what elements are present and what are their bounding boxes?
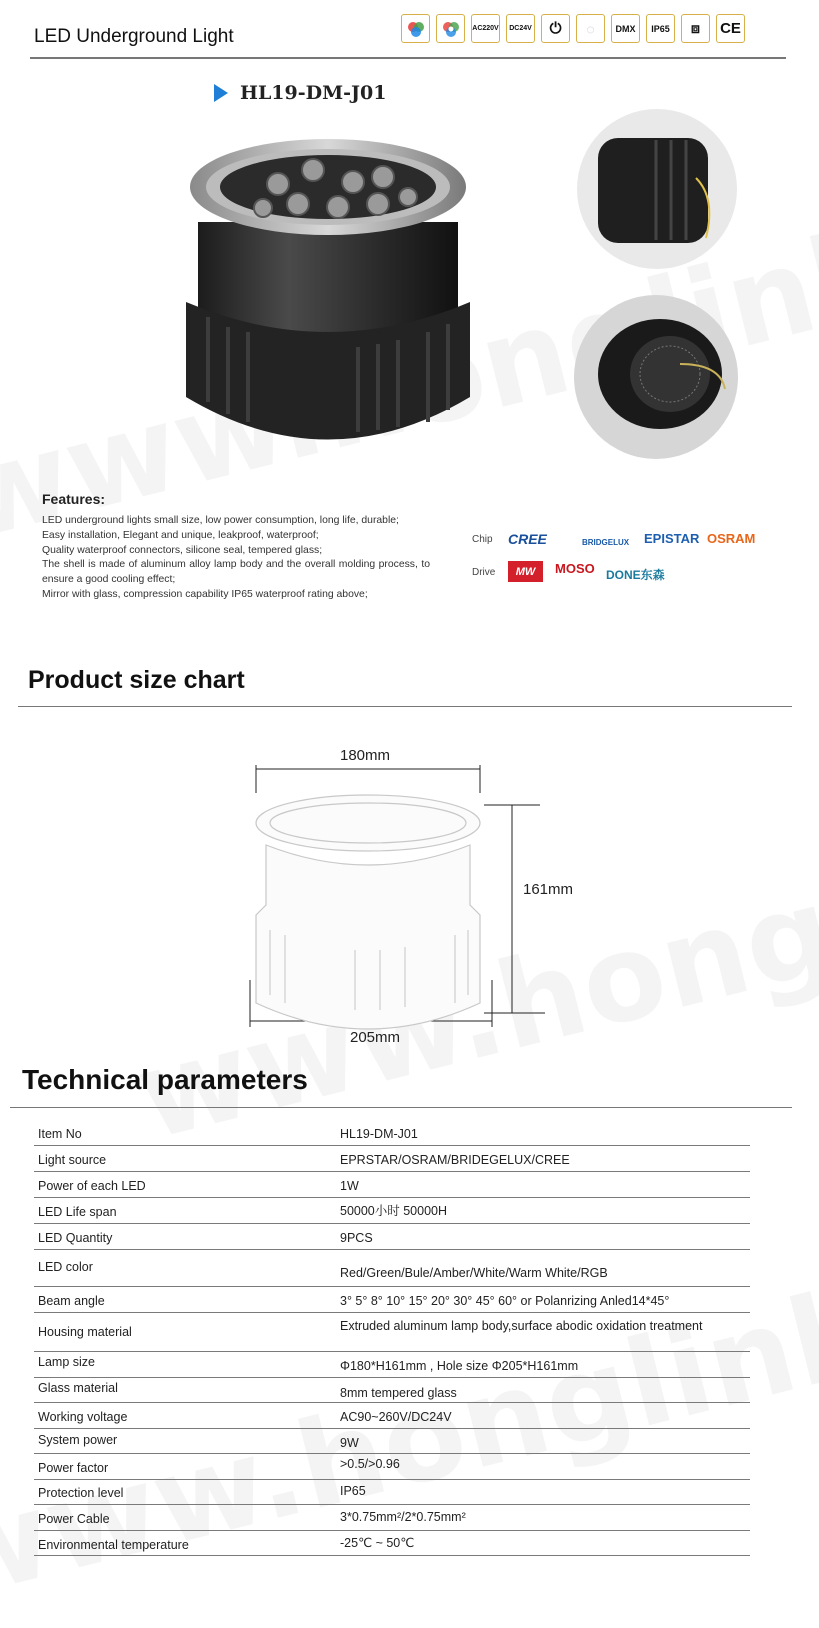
param-value: IP65 [340,1484,366,1498]
param-key: Housing material [38,1325,132,1339]
brand-cree: CREE [508,531,547,547]
param-key: Glass material [38,1381,118,1395]
size-diagram [240,755,560,1045]
dim-bottom-width: 205mm [350,1029,401,1046]
param-value: 3° 5° 8° 10° 15° 20° 30° 45° 60° or Polanrizing Anled14*45° [340,1294,670,1308]
param-key: Power factor [38,1461,109,1475]
tech-divider [10,1107,792,1108]
dim-height: 161mm [523,881,574,898]
table-row [34,1352,750,1378]
feature-item: Easy installation, Elegant and unique, leakproof, waterproof; [42,529,319,541]
param-value: Extruded aluminum lamp body,surface abodic oxidation treatment [340,1319,703,1333]
table-row [34,1198,750,1224]
model-name: HL19-DM-J01 [240,82,387,104]
param-key: LED Life span [38,1205,117,1219]
table-row [34,1403,750,1429]
tech-table [34,1118,750,1556]
drive-label: Drive [472,567,496,578]
table-row [34,1118,750,1146]
dim-top-width: 180mm [340,747,391,764]
table-row [34,1146,750,1172]
brand-moso: MOSO [555,561,595,576]
triangle-bullet-icon [214,84,228,102]
param-key: Protection level [38,1486,124,1500]
param-value: 9W [340,1436,359,1450]
features-list [42,514,430,603]
table-row [34,1480,750,1505]
feature-item: LED underground lights small size, low power consumption, long life, durable; [42,515,399,526]
dimming-icon: ◌ [576,14,605,43]
table-row [34,1313,750,1352]
brand-done: DONE东森 [606,568,665,582]
table-row [34,1429,750,1454]
param-value: >0.5/>0.96 [340,1457,400,1471]
feature-item: Mirror with glass, compression capability IP65 waterproof rating above; [42,588,368,600]
param-key: System power [38,1433,118,1447]
product-bottom-image [570,294,742,460]
size-chart-divider [18,706,792,707]
param-key: Power Cable [38,1512,110,1526]
tech-title: Technical parameters [22,1064,308,1095]
param-key: Power of each LED [38,1179,146,1193]
param-key: LED color [38,1260,93,1274]
table-row [34,1224,750,1250]
dc24v-icon: DC24V [506,14,535,43]
brand-bridgelux: BRIDGELUX [582,538,630,547]
dmx-icon: DMX [611,14,640,43]
product-main-image [178,132,478,464]
param-value: Φ180*H161mm , Hole size Φ205*H161mm [340,1359,579,1373]
param-key: Environmental temperature [38,1538,189,1552]
table-row [34,1378,750,1403]
rgb-icon [401,14,430,43]
table-row [34,1172,750,1198]
table-row [34,1505,750,1531]
param-value: 50000小时 50000H [340,1204,448,1218]
table-row [34,1454,750,1480]
param-value: 1W [340,1179,359,1193]
param-key: Working voltage [38,1410,128,1424]
feature-item: Quality waterproof connectors, silicone seal, tempered glass; [42,544,323,556]
chip-label: Chip [472,534,493,545]
param-key: Item No [38,1127,82,1141]
cert-icon-row [401,14,745,43]
table-row [34,1531,750,1556]
param-value: -25℃ ~ 50℃ [340,1536,415,1550]
param-key: Beam angle [38,1294,105,1308]
ip65-icon: IP65 [646,14,675,43]
header-divider [30,57,786,59]
power-icon: ⏻ [541,14,570,43]
page-title: LED Underground Light [34,26,234,47]
rgbw-icon [436,14,465,43]
ce-icon: CE [716,14,745,43]
param-value: EPRSTAR/OSRAM/BRIDEGELUX/CREE [340,1153,570,1167]
param-value: 9PCS [340,1231,373,1245]
class-icon: ⧈ [681,14,710,43]
param-key: LED Quantity [38,1231,113,1245]
param-value: AC90~260V/DC24V [340,1410,452,1424]
features-title: Features: [42,491,106,507]
param-key: Lamp size [38,1355,95,1369]
param-value: 8mm tempered glass [340,1386,457,1400]
param-value: Red/Green/Bule/Amber/White/Warm White/RGB [340,1266,608,1280]
brand-meanwell: MW [508,561,543,582]
product-side-image [576,108,738,270]
ac220v-icon: AC220V [471,14,500,43]
param-value: HL19-DM-J01 [340,1127,418,1141]
brand-epistar: EPISTAR [644,531,700,546]
brand-osram: OSRAM [707,531,756,546]
feature-item: The shell is made of aluminum alloy lamp body and the overall molding process, to ensure a good cooling effect; [42,559,430,586]
table-row [34,1250,750,1287]
param-value: 3*0.75mm²/2*0.75mm² [340,1510,466,1524]
model-heading [214,82,386,104]
table-row [34,1287,750,1313]
size-chart-title: Product size chart [28,666,245,694]
param-key: Light source [38,1153,107,1167]
